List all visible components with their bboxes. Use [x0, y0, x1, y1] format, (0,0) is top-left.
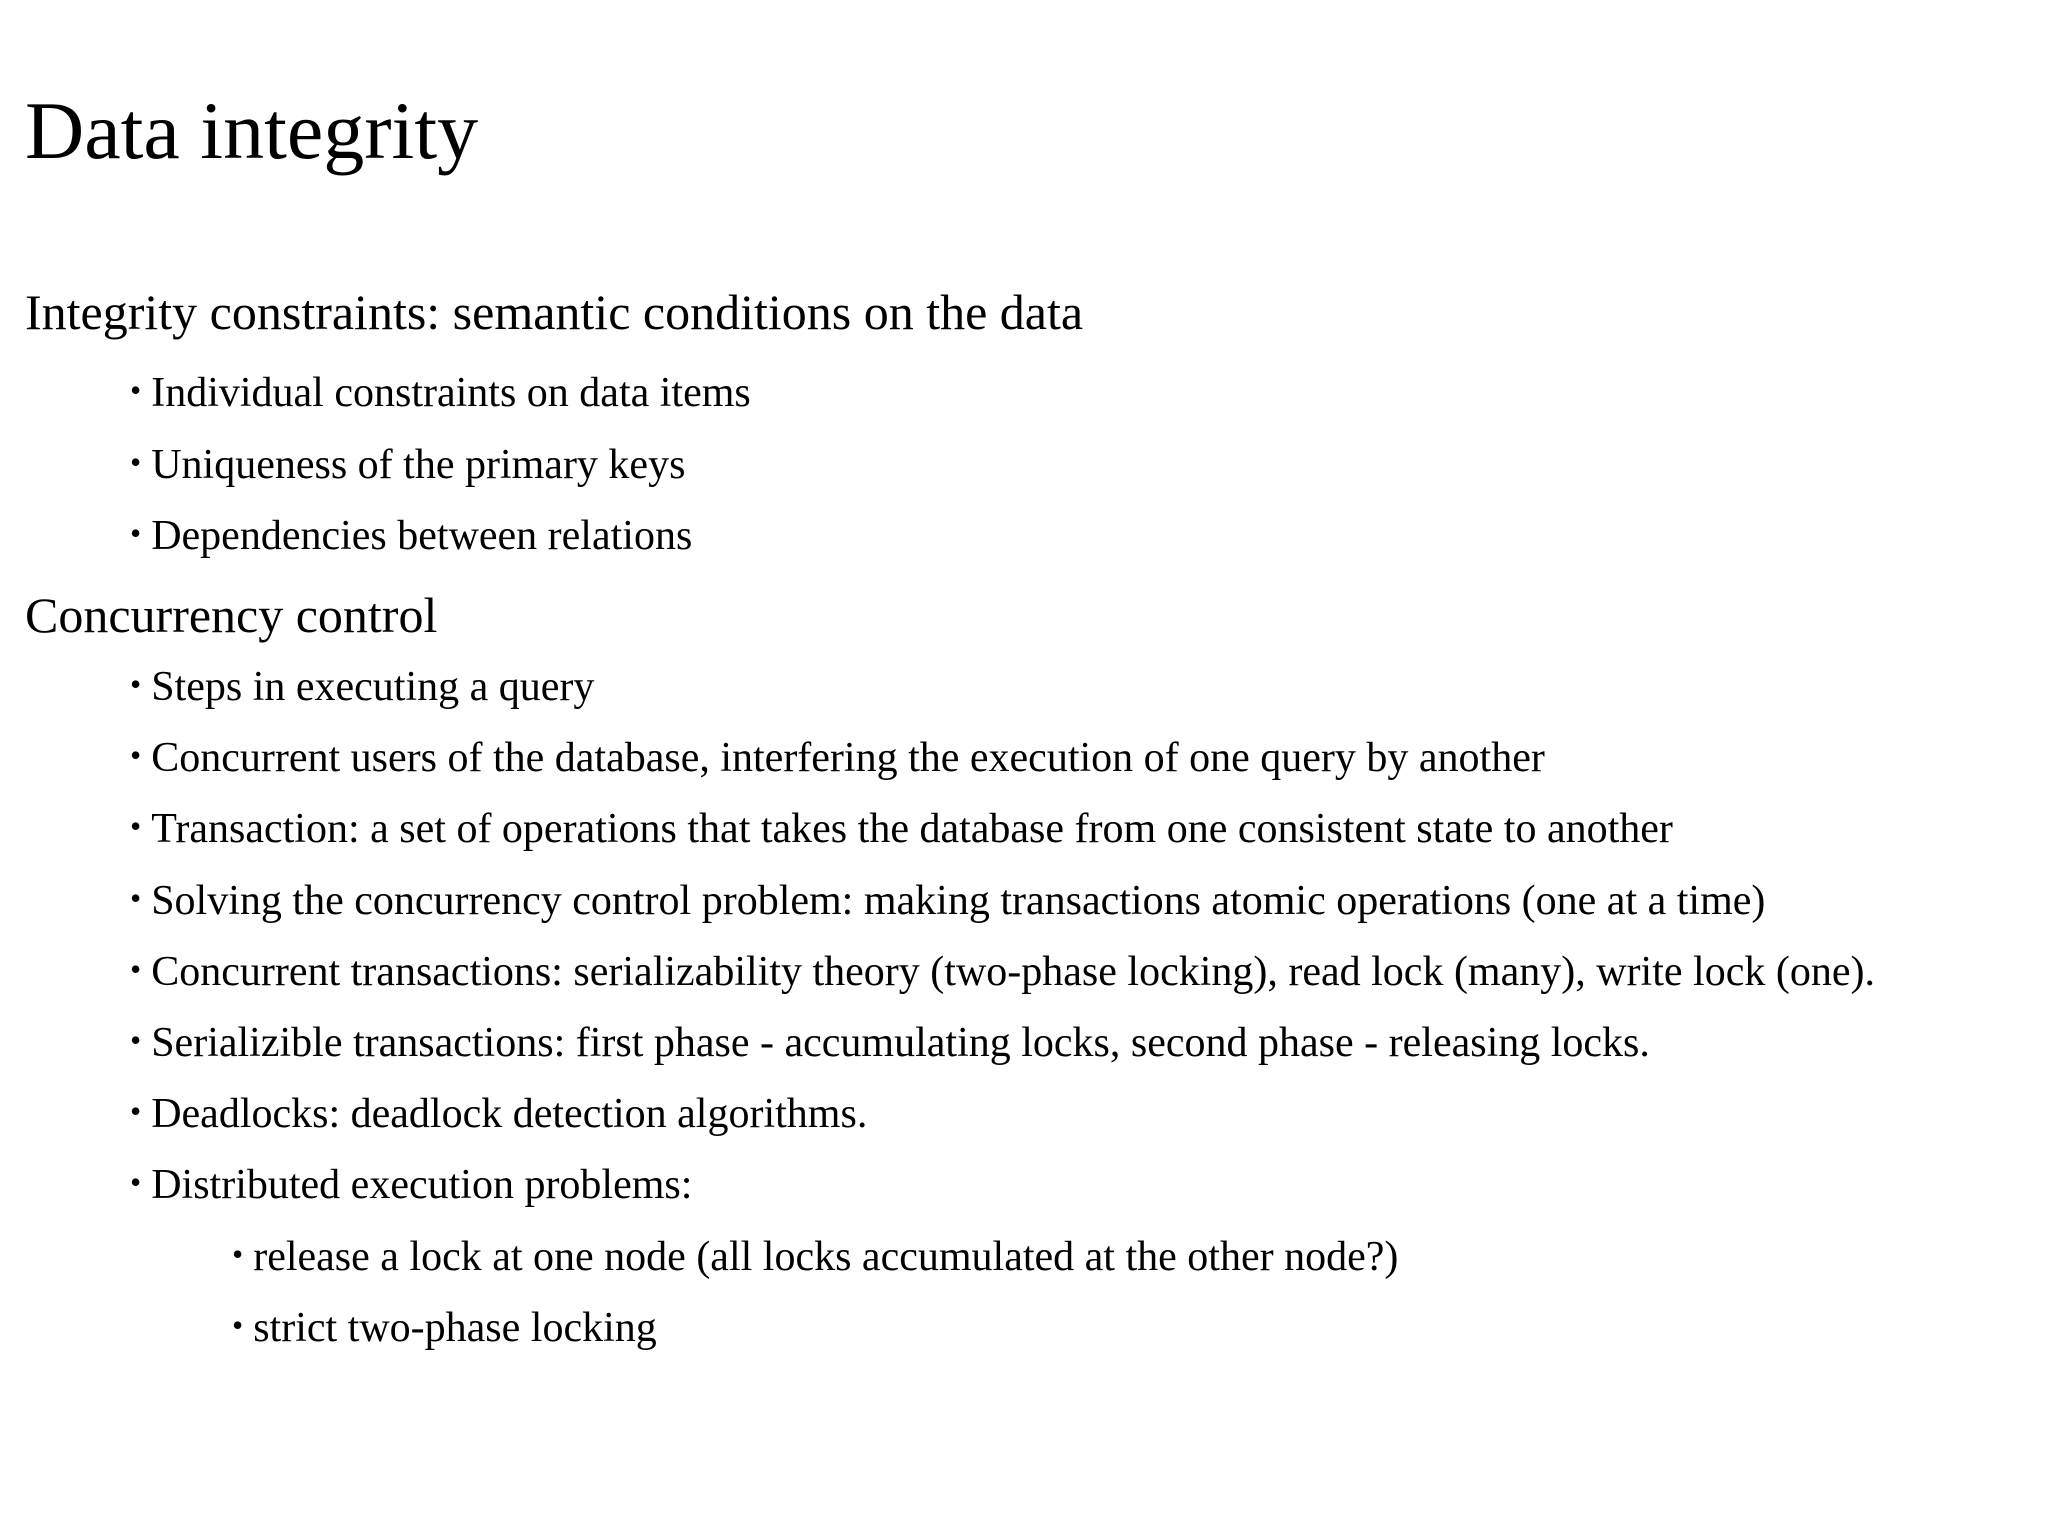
list-item — [130, 737, 1545, 779]
bullet-icon: • — [130, 666, 142, 702]
bullet-icon: • — [232, 1307, 244, 1343]
bullet-icon: • — [130, 737, 142, 773]
list-item-text: Concurrent transactions: serializability theory (two-phase locking), read lock (many), write lock (one). — [151, 949, 1875, 995]
bullet-icon: • — [130, 1164, 142, 1200]
list-item — [130, 666, 594, 708]
list-item-text: Concurrent users of the database, interfering the execution of one query by another — [151, 735, 1545, 781]
list-item-text: Dependencies between relations — [151, 513, 693, 559]
section-heading-concurrency-control: Concurrency control — [25, 587, 438, 643]
list-item-text: Uniqueness of the primary keys — [151, 442, 686, 488]
list-item-text: Serializible transactions: first phase - accumulating locks, second phase - releasing locks. — [151, 1020, 1650, 1066]
section-heading-integrity-constraints: Integrity constraints: semantic conditions on the data — [25, 284, 1084, 340]
list-item — [130, 1022, 1650, 1064]
list-item — [130, 951, 1875, 993]
bullet-icon: • — [130, 515, 142, 551]
bullet-icon: • — [130, 1022, 142, 1058]
sub-list-item-text: strict two-phase locking — [253, 1305, 657, 1351]
list-item — [130, 1093, 867, 1135]
bullet-icon: • — [130, 880, 142, 916]
bullet-icon: • — [130, 951, 142, 987]
list-item-text: Distributed execution problems: — [151, 1162, 693, 1208]
bullet-icon: • — [130, 1093, 142, 1129]
list-item-text: Individual constraints on data items — [151, 370, 751, 416]
bullet-icon: • — [130, 372, 142, 408]
sub-list-item — [232, 1236, 1398, 1278]
list-item-text: Transaction: a set of operations that takes the database from one consistent state to another — [151, 806, 1673, 852]
sub-list-item-text: release a lock at one node (all locks accumulated at the other node?) — [253, 1234, 1399, 1280]
list-item — [130, 808, 1673, 850]
slide-title: Data integrity — [25, 85, 479, 176]
sub-list-item — [232, 1307, 657, 1349]
list-item — [130, 880, 1765, 922]
list-item — [130, 372, 751, 414]
list-item — [130, 1164, 692, 1206]
bullet-icon: • — [130, 444, 142, 480]
list-item — [130, 515, 692, 557]
bullet-icon: • — [130, 808, 142, 844]
list-item — [130, 444, 685, 486]
list-item-text: Solving the concurrency control problem: making transactions atomic operations (one at a time) — [151, 878, 1766, 924]
bullet-icon: • — [232, 1236, 244, 1272]
list-item-text: Steps in executing a query — [151, 664, 595, 710]
list-item-text: Deadlocks: deadlock detection algorithms. — [151, 1091, 868, 1137]
